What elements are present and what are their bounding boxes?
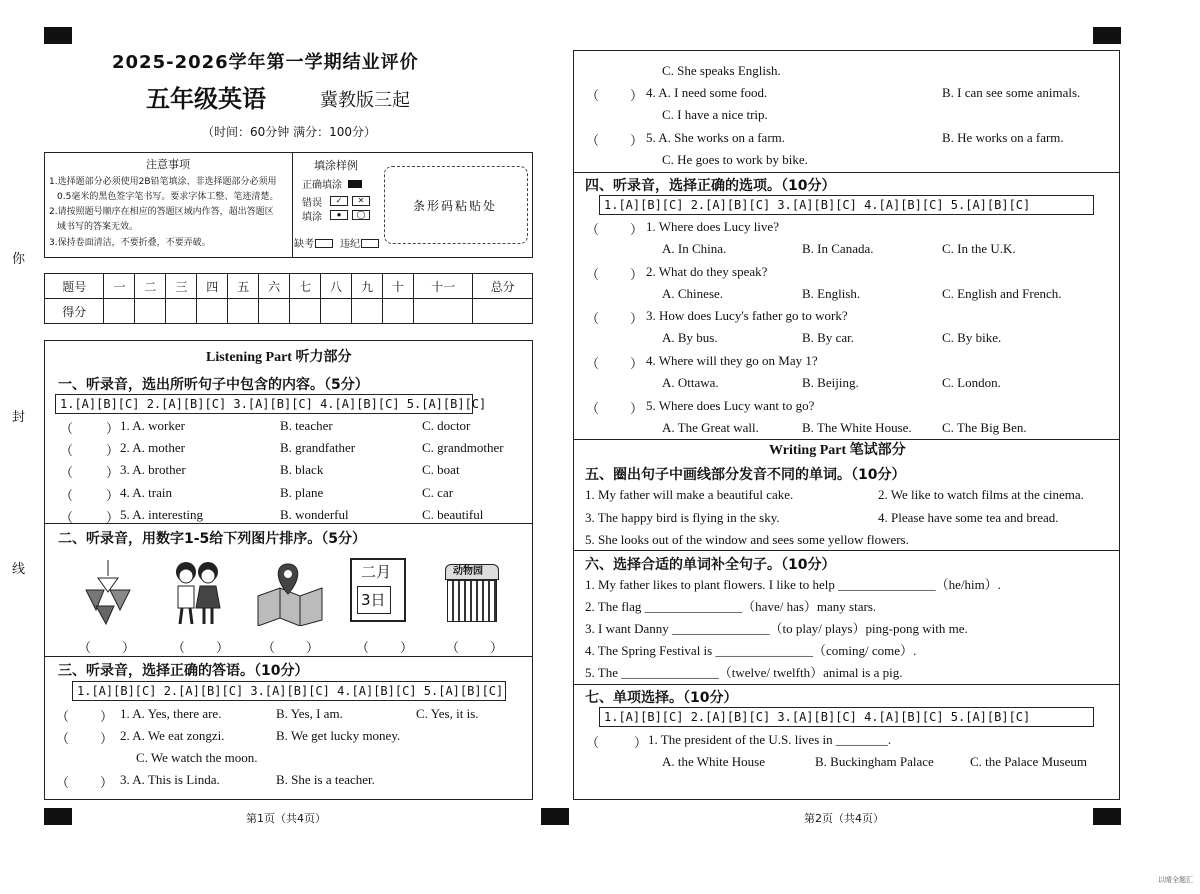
score-cell[interactable] [382,299,413,324]
s1-item-b: B. black [280,462,324,477]
margin-char-3: 线 [12,562,26,577]
s1-item-b: B. plane [280,485,324,500]
notice-heading: 注意事项 [146,158,190,171]
order-paren-close: ） [122,640,136,655]
section-5-heading: 五、圈出句子中画线部分发音不同的单词。（10分） [585,467,906,483]
answer-paren-open[interactable]: （ [60,465,74,480]
s4-option-a: A. The Great wall. [662,420,759,435]
score-header: 三 [166,274,197,299]
s5-item-3: 3. The happy bird is flying in the sky. [585,510,780,525]
s4-option-a: A. In China. [662,241,727,256]
answer-paren-open[interactable]: （ [586,311,600,326]
answer-paren-close: ） [106,510,120,525]
s6-item-2[interactable]: 2. The flag _______________（have/ has）many stars. [585,599,877,614]
section-7-heading: 七、单项选择。（10分） [585,690,738,706]
score-table [44,273,533,324]
answer-paren-open[interactable]: （ [586,401,600,416]
score-header: 二 [135,274,166,299]
s3-q2-c: C. We watch the moon. [136,750,258,765]
score-header: 题号 [45,274,104,299]
s1-item-c: C. car [422,485,454,500]
section-2-heading: 二、听录音，用数字1-5给下列图片排序。（5分） [58,531,367,547]
s4-question: 4. Where will they go on May 1? [646,353,818,368]
s4-option-b: B. By car. [802,330,854,345]
writing-title: Writing Part 笔试部分 [769,443,906,458]
s4-option-a: A. Chinese. [662,286,724,301]
s4-question: 5. Where does Lucy want to go? [646,398,815,413]
answer-paren-open[interactable]: （ [56,709,70,724]
answer-paren-open[interactable]: （ [56,731,70,746]
score-cell[interactable] [259,299,290,324]
score-cell[interactable] [135,299,166,324]
s5-item-5: 5. She looks out of the window and sees some yellow flowers. [585,532,909,547]
section-4-answer-options[interactable]: 1.[A][B][C] 2.[A][B][C] 3.[A][B][C] 4.[A][B][C] 5.[A][B][C] [599,195,1094,215]
s3-q2-a: 2. A. We eat zongzi. [120,728,225,743]
p2-q4-a: 4. A. I need some food. [646,85,768,100]
violation-box[interactable] [361,239,379,248]
s1-item-a: 2. A. mother [120,440,185,455]
children-talking-picture [166,558,226,628]
s1-item-c: C. doctor [422,418,471,433]
answer-paren-close: ） [100,731,114,746]
s1-item-b: B. teacher [280,418,333,433]
s6-item-4[interactable]: 4. The Spring Festival is _______________（coming/ come）. [585,643,917,658]
answer-paren-open[interactable]: （ [586,267,600,282]
s1-item-b: B. wonderful [280,507,349,522]
s4-option-b: B. In Canada. [802,241,874,256]
s4-option-b: B. Beijing. [802,375,859,390]
s1-item-c: C. grandmother [422,440,504,455]
section-3-answer-options[interactable]: 1.[A][B][C] 2.[A][B][C] 3.[A][B][C] 4.[A][B][C] 5.[A][B][C] [72,681,506,701]
page-1-footer: 第1页（共4页） [246,812,326,825]
answer-paren-open[interactable]: （ [60,488,74,503]
watermark-logo: 以晴全题汇 [1158,876,1193,884]
s3-q1-a: 1. A. Yes, there are. [120,706,222,721]
s4-option-a: A. By bus. [662,330,718,345]
s3-q2-b: B. We get lucky money. [276,728,401,743]
registration-mark-top-right [1093,27,1121,44]
registration-mark-top-left [44,27,72,44]
s6-item-3[interactable]: 3. I want Danny _______________（to play/ plays）ping-pong with me. [585,621,968,636]
p2-q4-b: B. I can see some animals. [942,85,1081,100]
answer-paren-close: ） [634,735,648,750]
order-paren-close: ） [216,640,230,655]
answer-paren-close: ） [630,311,644,326]
answer-paren-open[interactable]: （ [60,443,74,458]
score-header: 总分 [473,274,533,299]
s7-q1-c: C. the Palace Museum [970,754,1087,769]
answer-paren-open[interactable]: （ [60,510,74,525]
wrong-mark-cross-icon: ✕ [352,196,370,206]
order-paren-close: ） [400,640,414,655]
score-cell[interactable] [166,299,197,324]
listening-title: Listening Part 听力部分 [206,350,352,365]
section-1-heading: 一、听录音，选出所听句子中包含的内容。（5分） [58,377,369,393]
s7-q1-b: B. Buckingham Palace [815,754,934,769]
margin-char-2: 封 [12,410,26,425]
section-1-answer-options[interactable]: 1.[A][B][C] 2.[A][B][C] 3.[A][B][C] 4.[A][B][C] 5.[A][B][C] [55,394,473,414]
score-row-label: 得分 [45,299,104,324]
s6-item-1[interactable]: 1. My father likes to plant flowers. I like to help _______________（he/him）. [585,577,1001,592]
exam-subject: 五年级英语 [146,85,266,113]
p2-q5-b: B. He works on a farm. [942,130,1064,145]
score-header: 十 [382,274,413,299]
answer-paren-close: ） [630,356,644,371]
p2-carry-c: C. She speaks English. [662,63,781,78]
p2-q5-a: 5. A. She works on a farm. [646,130,786,145]
score-header: 八 [321,274,352,299]
calendar-day: 3日 [361,591,386,609]
s4-question: 2. What do they speak? [646,264,768,279]
s1-item-a: 3. A. brother [120,462,186,477]
exam-edition: 冀教版三起 [320,90,410,111]
answer-paren-close: ） [106,421,120,436]
s3-q1-c: C. Yes, it is. [416,706,479,721]
s4-question: 3. How does Lucy's father go to work? [646,308,848,323]
order-paren-open[interactable]: （ [356,640,370,655]
answer-paren-close: ） [630,133,644,148]
answer-paren-close: ） [630,401,644,416]
answer-paren-close: ） [106,443,120,458]
score-header: 九 [351,274,382,299]
score-header: 十一 [413,274,472,299]
answer-paren-close: ） [630,222,644,237]
exam-title: 2025-2026学年第一学期结业评价 [112,52,419,73]
sample-heading: 填涂样例 [314,159,358,172]
page-2-footer: 第2页（共4页） [804,812,884,825]
answer-paren-open[interactable]: （ [586,133,600,148]
answer-paren-close: ） [100,709,114,724]
s4-question: 1. Where does Lucy live? [646,219,779,234]
registration-mark-bottom-center [541,808,569,825]
s1-item-c: C. boat [422,462,460,477]
score-header: 六 [259,274,290,299]
sample-correct: 正确填涂 [302,180,342,191]
section-7-answer-options[interactable]: 1.[A][B][C] 2.[A][B][C] 3.[A][B][C] 4.[A][B][C] 5.[A][B][C] [599,707,1094,727]
s5-item-1: 1. My father will make a beautiful cake. [585,487,794,502]
wrong-mark-half-icon: ◯ [352,210,370,220]
exam-info: （时间：60分钟 满分：100分） [202,125,376,139]
order-paren-open[interactable]: （ [78,640,92,655]
notice-line: 域书写的答案无效。 [57,222,139,232]
s4-option-b: B. English. [802,286,861,301]
answer-paren-open[interactable]: （ [586,88,600,103]
absent-box[interactable] [315,239,333,248]
score-cell[interactable] [321,299,352,324]
answer-paren-close: ） [100,775,114,790]
score-cell[interactable] [228,299,259,324]
score-header: 一 [104,274,135,299]
s4-option-a: A. Ottawa. [662,375,719,390]
s4-option-c: C. London. [942,375,1001,390]
answer-paren-open[interactable]: （ [60,421,74,436]
wrong-mark-dot-icon: ● [330,210,348,220]
order-paren-open[interactable]: （ [446,640,460,655]
s1-item-a: 5. A. interesting [120,507,204,522]
s1-item-a: 4. A. train [120,485,172,500]
s4-option-c: C. English and French. [942,286,1062,301]
answer-paren-open[interactable]: （ [586,735,600,750]
s7-q1: 1. The president of the U.S. lives in ________. [648,732,892,747]
score-cell[interactable] [351,299,382,324]
score-cell[interactable] [290,299,321,324]
s1-item-b: B. grandfather [280,440,356,455]
score-header: 四 [197,274,228,299]
answer-paren-close: ） [630,88,644,103]
s6-item-5[interactable]: 5. The _______________（twelve/ twelfth）animal is a pig. [585,665,903,680]
notice-line: 2.请按照题号顺序在相应的答题区域内作答，超出答题区 [49,207,274,217]
answer-paren-close: ） [106,465,120,480]
section-4-heading: 四、听录音，选择正确的选项。（10分） [585,178,836,194]
score-header: 五 [228,274,259,299]
s4-option-c: C. The Big Ben. [942,420,1027,435]
filled-mark-sample [348,180,362,188]
s3-q3-a: 3. A. This is Linda. [120,772,220,787]
notice-line: 3.保持卷面清洁，不要折叠，不要弄破。 [49,238,211,248]
calendar-month: 二月 [361,563,392,581]
s4-option-c: C. In the U.K. [942,241,1016,256]
s4-option-b: B. The White House. [802,420,912,435]
sample-wrong2: 填涂 [302,212,322,223]
answer-paren-close: ） [106,488,120,503]
wrong-mark-check-icon: ✓ [330,196,348,206]
score-cell[interactable] [197,299,228,324]
s5-item-4: 4. Please have some tea and bread. [878,510,1059,525]
order-paren-close: ） [490,640,504,655]
p2-q5-c: C. He goes to work by bike. [662,152,808,167]
s1-item-a: 1. A. worker [120,418,185,433]
section-6-heading: 六、选择合适的单词补全句子。（10分） [585,557,836,573]
violation-label: 违纪 [340,239,360,250]
order-paren-close: ） [306,640,320,655]
s3-q1-b: B. Yes, I am. [276,706,343,721]
s7-q1-a: A. the White House [662,754,766,769]
notice-line: 1.选择题部分必须使用2B铅笔填涂、非选择题部分必须用 [49,177,277,187]
score-cell[interactable] [104,299,135,324]
score-cell[interactable] [413,299,472,324]
answer-paren-open[interactable]: （ [56,775,70,790]
p2-q4-c: C. I have a nice trip. [662,107,768,122]
sample-wrong1: 错误 [302,198,322,209]
answer-paren-open[interactable]: （ [586,356,600,371]
registration-mark-bottom-left [44,808,72,825]
score-header: 七 [290,274,321,299]
order-paren-open[interactable]: （ [262,640,276,655]
s4-option-c: C. By bike. [942,330,1002,345]
notice-line: 0.5毫米的黑色签字笔书写。要求字体工整、笔迹清楚。 [57,192,279,202]
absent-label: 缺考 [294,239,314,250]
s5-item-2: 2. We like to watch films at the cinema. [878,487,1084,502]
score-cell[interactable] [473,299,533,324]
s3-q3-b: B. She is a teacher. [276,772,375,787]
barcode-label: 条形码粘贴处 [413,199,498,213]
section-3-heading: 三、听录音，选择正确的答语。（10分） [58,663,309,679]
zoo-sign: 动物园 [453,566,483,577]
zongzi-picture [76,556,140,626]
s1-item-c: C. beautiful [422,507,484,522]
registration-mark-bottom-right [1093,808,1121,825]
answer-paren-close: ） [630,267,644,282]
margin-char-1: 你 [12,252,26,267]
map-location-picture [254,560,326,626]
answer-paren-open[interactable]: （ [586,222,600,237]
order-paren-open[interactable]: （ [172,640,186,655]
